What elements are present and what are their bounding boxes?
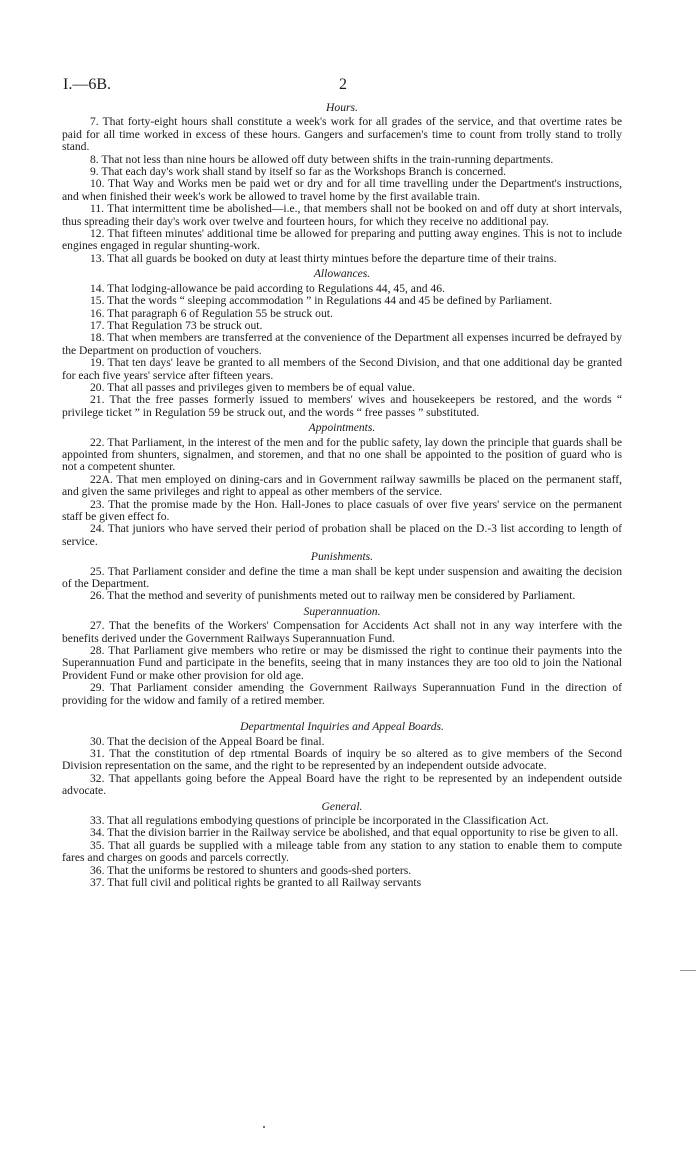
paragraph: 9. That each day's work shall stand by itself so far as the Workshops Branch is concerned. [90,165,507,179]
paragraph: 11. That intermittent time be abolished—i.e., that members shall not be booked on and off duty at short intervals, thus spreading their day's work over twelve and fourteen hours, for which they receive no additional pay. [62,202,622,228]
paragraph: 21. That the free passes formerly issued to members' wives and housekeepers be restored, and the words “ privilege ticket ” in Regulation 59 be struck out, and the words “ free passes ” substituted. [62,393,622,419]
paragraph: 33. That all regulations embodying questions of principle be incorporated in the Classification Act. [90,813,549,827]
paragraph: 27. That the benefits of the Workers' Compensation for Accidents Act shall not in any way interfere with the benefits derived under the Government Railways Superannuation Fund. [62,619,622,645]
paragraph: 15. That the words “ sleeping accommodation ” in Regulations 44 and 45 be defined by Parliament. [90,294,553,308]
paragraph: 23. That the promise made by the Hon. Hall-Jones to place casuals of over five years' service on the permanent staff be given effect fo. [62,497,622,523]
paragraph: 26. That the method and severity of punishments meted out to railway men be considered by Parliament. [90,589,576,603]
paragraph: 32. That appellants going before the Appeal Board have the right to be represented by an independent outside advocate. [62,771,622,798]
section-heading-inquiries-appeal-boards: Departmental Inquiries and Appeal Boards. [240,720,444,734]
paragraph: 25. That Parliament consider and define the time a man shall be kept under suspension and awaiting the decision of the Department. [62,564,622,591]
paragraph: 20. That all passes and privileges given to members be of equal value. [90,380,415,394]
section-heading-hours: Hours. [326,101,358,114]
paragraph: 36. That the uniforms be restored to shunters and goods-shed porters. [90,863,412,877]
paragraph: 37. That full civil and political rights be granted to all Railway servants [90,875,422,889]
paragraph: 14. That lodging-allowance be paid according to Regulations 44, 45, and 46. [90,281,445,295]
paragraph: 29. That Parliament consider amending the Government Railways Superannuation Fund in the direction of providing for the widow and family of a retired member. [62,681,622,707]
paragraph: 10. That Way and Works men be paid wet or dry and for all time travelling under the Department's instructions, and when finished their week's work be allowed to travel home by the first available train. [62,177,622,203]
section-heading-appointments: Appointments. [308,421,376,435]
page-number: 2 [339,76,347,93]
paragraph: 19. That ten days' leave be granted to all members of the Second Division, and that one additional day be granted for each five years' service after fifteen years. [62,356,622,382]
paragraph: 35. That all guards be supplied with a mileage table from any station to any station to enable them to compute fares and charges on goods and parcels correctly. [62,838,622,865]
paragraph: 13. That all guards be booked on duty at least thirty mintues before the departure time of their trains. [90,251,557,265]
section-heading-allowances: Allowances. [313,267,371,281]
paragraph: 34. That the division barrier in the Railway service be abolished, and that equal opportunity to rise be given to all. [90,826,619,840]
paragraph: 17. That Regulation 73 be struck out. [90,318,263,332]
paragraph: 22. That Parliament, in the interest of the men and for the public safety, lay down the principle that guards shall be appointed from shunters, signalmen, and storemen, and that no one shall be appointed to the position of guard who is not a competent shunter. [62,435,622,474]
section-heading-general: General. [321,799,363,813]
paragraph: 12. That fifteen minutes' additional time be allowed for preparing and putting away engines. This is not to include engines engaged in regular shunting-work. [62,227,622,253]
paragraph: 31. That the constitution of dep rtmental Boards of inquiry be so altered as to give members of the Second Division representation on the same, and the right to be represented by an independent outside advocate. [62,746,622,773]
paragraph: 24. That juniors who have served their period of probation shall be placed on the D.-3 list according to length of service. [62,522,622,548]
section-heading-punishments: Punishments. [310,550,374,564]
document-body [62,102,622,889]
document-reference: I.—6B. [63,76,111,93]
paragraph: 30. That the decision of the Appeal Board be final. [90,734,325,748]
paragraph: 22A. That men employed on dining-cars and in Government railway sawmills be placed on the permanent staff, and given the same privileges and right to appeal as other members of the service. [62,472,622,499]
margin-mark [680,970,696,971]
section-heading-superannuation: Superannuation. [303,604,381,618]
paragraph: 18. That when members are transferred at the convenience of the Department all expenses incurred be defrayed by the Department on production of vouchers. [62,331,622,357]
paragraph: 7. That forty-eight hours shall constitute a week's work for all grades of the service, and that overtime rates be paid for all time worked in excess of these hours. Gangers and surfacemen's time to count from trolly stand to trolly stand. [62,115,622,154]
paragraph: 16. That paragraph 6 of Regulation 55 be struck out. [90,306,333,320]
paragraph: 8. That not less than nine hours be allowed off duty between shifts in the train-running departments. [90,152,554,166]
paragraph: 28. That Parliament give members who retire or may be dismissed the right to continue their payments into the Superannuation Fund and participate in the benefits, seeing that in many instances they are too old to join the National Provident Fund or make other provision for old age. [62,644,622,682]
print-speck [263,1126,265,1128]
